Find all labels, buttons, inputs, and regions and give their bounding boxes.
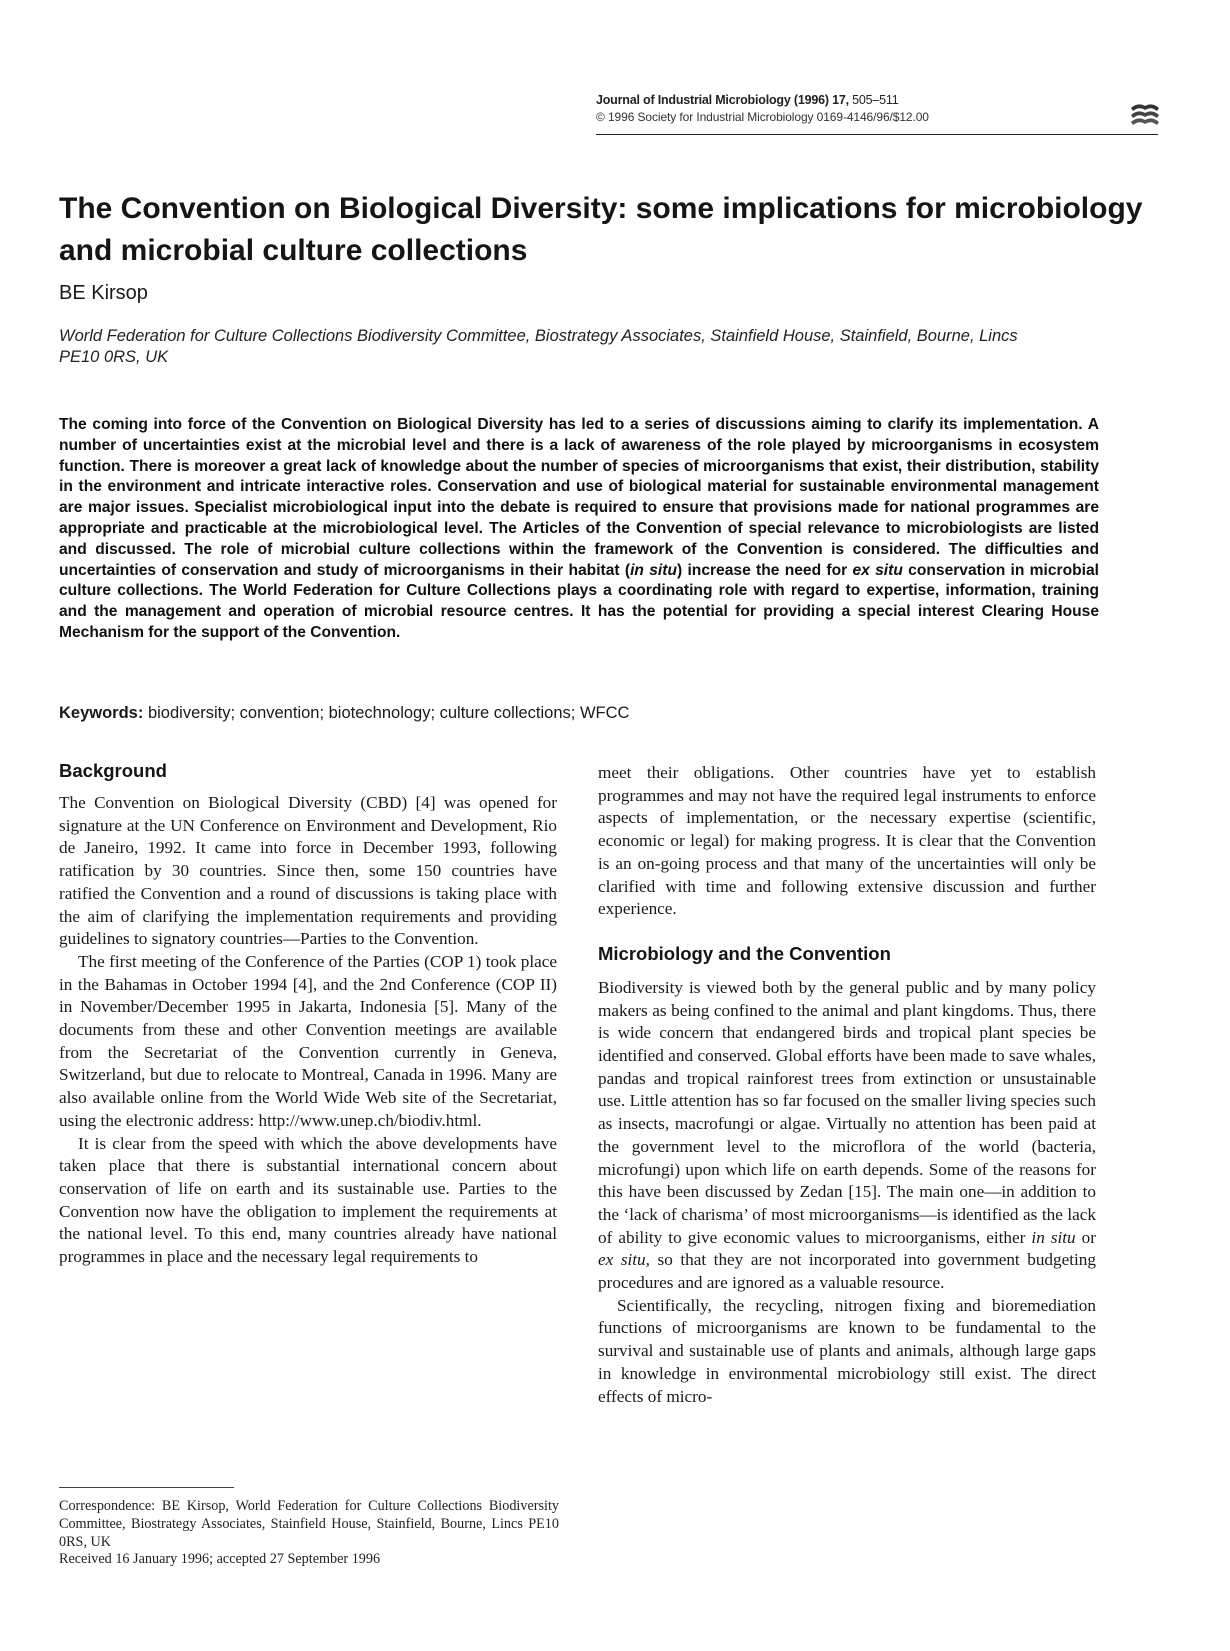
abstract-in-situ: in situ [630,561,677,579]
keywords-label: Keywords: [59,704,144,722]
abstract-text-1: The coming into force of the Convention on Biological Diversity has led to a series of discussions aiming to clarify its implementation. A number of uncertainties exist at the microbial level and there is a lack of awareness of the role played by microorganisms in ecosystem function. There is moreover a great lack of knowledge about the number of species of microorganisms that exist, their distribution, stability in the environment and intricate interactive roles. Conservation and use of biological material for sustainable environmental management are major issues. Specialist microbiological input into the debate is required to ensure that provisions made for national programmes are appropriate and practicable at the microbiological level. The Articles of the Convention of special relevance to microbiologists are listed and discussed. The role of microbial culture collections within the framework of the Convention is considered. The difficulties and uncertainties of conservation and study of microorganisms in their habitat ( [59,416,1099,579]
background-paragraph-2: The first meeting of the Conference of the Parties (COP 1) took place in the Bahamas in October 1994 [4], and the 2nd Conference (COP II) in November/December 1995 in Jakarta, Indonesia [5]. Many of the documents from these and other Convention meetings are available from the Secretariat of the Convention currently in Geneva, Switzerland, but due to relocate to Montreal, Canada in 1996. Many are also available online from the World Wide Web site of the Secretariat, using the electronic address: http://www.unep.ch/biodiv.html. [59,951,557,1130]
journal-header [596,92,1158,125]
abstract-text-3: conservation in microbial culture collections. The World Federation for Culture Collections plays a coordinating role with regard to expertise, information, training and the management and operation of microbial resource centres. It has the potential for providing a special interest Clearing House Mechanism for the support of the Convention. [59,561,1099,641]
journal-volume: 17, [832,93,849,107]
microbiology-text-1c: , so that they are not incorporated into government budgeting procedures and are ignored as a valuable resource. [598,1250,1096,1293]
correspondence-footnote: Correspondence: BE Kirsop, World Federation for Culture Collections Biodiversity Committee, Biostrategy Associates, Stainfield House, Stainfield, Bourne, Lincs PE10 0RS, UK [59,1498,559,1550]
abstract-ex-situ: ex situ [852,561,903,579]
journal-copyright: © 1996 Society for Industrial Microbiology 0169-4146/96/$12.00 [596,110,929,124]
microbiology-in-situ: in situ [1031,1227,1076,1247]
journal-citation [596,92,1158,109]
received-dates: Received 16 January 1996; accepted 27 September 1996 [59,1551,381,1567]
abstract [59,415,1099,644]
article-title: The Convention on Biological Diversity: some implications for microbiology and microbial culture collections [59,192,1143,267]
left-column [59,760,557,1269]
section-heading-background: Background [59,760,167,781]
author-affiliation: World Federation for Culture Collections Biodiversity Committee, Biostrategy Associates, Stainfield House, Stainfield, Bourne, Lincs PE10 0RS, UK [59,327,1018,366]
keywords-text: biodiversity; convention; biotechnology; culture collections; WFCC [147,704,630,722]
keywords [59,704,1059,723]
section-heading-microbiology: Microbiology and the Convention [598,942,891,964]
publisher-logo-icon [1128,100,1162,128]
microbiology-text-1b: or [1075,1227,1097,1247]
author-name: BE Kirsop [59,282,148,304]
microbiology-ex-situ: ex situ [598,1250,646,1270]
journal-name: Journal of Industrial Microbiology [596,93,791,107]
right-column [598,762,1096,1408]
background-paragraph-4: meet their obligations. Other countries have yet to establish programmes and may not have the required legal instruments to enforce aspects of implementation, or the necessary expertise (scientific, economic or legal) for making progress. It is clear that the Convention is an on-going process and that many of the uncertainties will only be clarified with time and following extensive discussion and further experience. [598,763,1096,919]
abstract-text-2: ) increase the need for [676,561,853,579]
journal-year: (1996) [793,93,829,107]
background-paragraph-3: It is clear from the speed with which the above developments have taken place that there is substantial international concern about conservation of life on earth and its sustainable use. Parties to the Convention now have the obligation to implement the requirements at the national level. To this end, many countries already have national programmes in place and the necessary legal requirements to [59,1133,557,1267]
background-paragraph-1: The Convention on Biological Diversity (CBD) [4] was opened for signature at the UN Conference on Environment and Development, Rio de Janeiro, 1992. It came into force in December 1993, following ratification by 30 countries. Since then, some 150 countries have ratified the Convention and a round of discussions is taking place with the aim of clarifying the implementation requirements and providing guidelines to signatory countries—Parties to the Convention. [59,793,557,949]
microbiology-paragraph-2: Scientifically, the recycling, nitrogen fixing and bioremediation functions of microorganisms are known to be fundamental to the survival and sustainable use of plants and animals, although large gaps in knowledge in environmental microbiology still exist. The direct effects of micro- [598,1295,1096,1406]
microbiology-text-1a: Biodiversity is viewed both by the general public and by many policy makers as being confined to the animal and plant kingdoms. Thus, there is wide concern that endangered birds and tropical plant species be identified and conserved. Global efforts have been made to save whales, pandas and tropical rainforest trees from extinction or unsustainable use. Little attention has so far focused on the smaller living species such as insects, macrofungi or algae. Virtually no attention has been paid at the government level to the microflora of the world (bacteria, microfungi) upon which life on earth depends. Some of the reasons for this have been discussed by Zedan [15]. The main one—in addition to the ‘lack of charisma’ of most microorganisms—is identified as the lack of ability to give economic values to microorganisms, either [598,977,1096,1247]
microbiology-paragraph-1 [598,977,1096,1295]
footnote-rule [59,1487,234,1488]
journal-pages: 505–511 [852,93,899,107]
header-rule [596,134,1158,135]
